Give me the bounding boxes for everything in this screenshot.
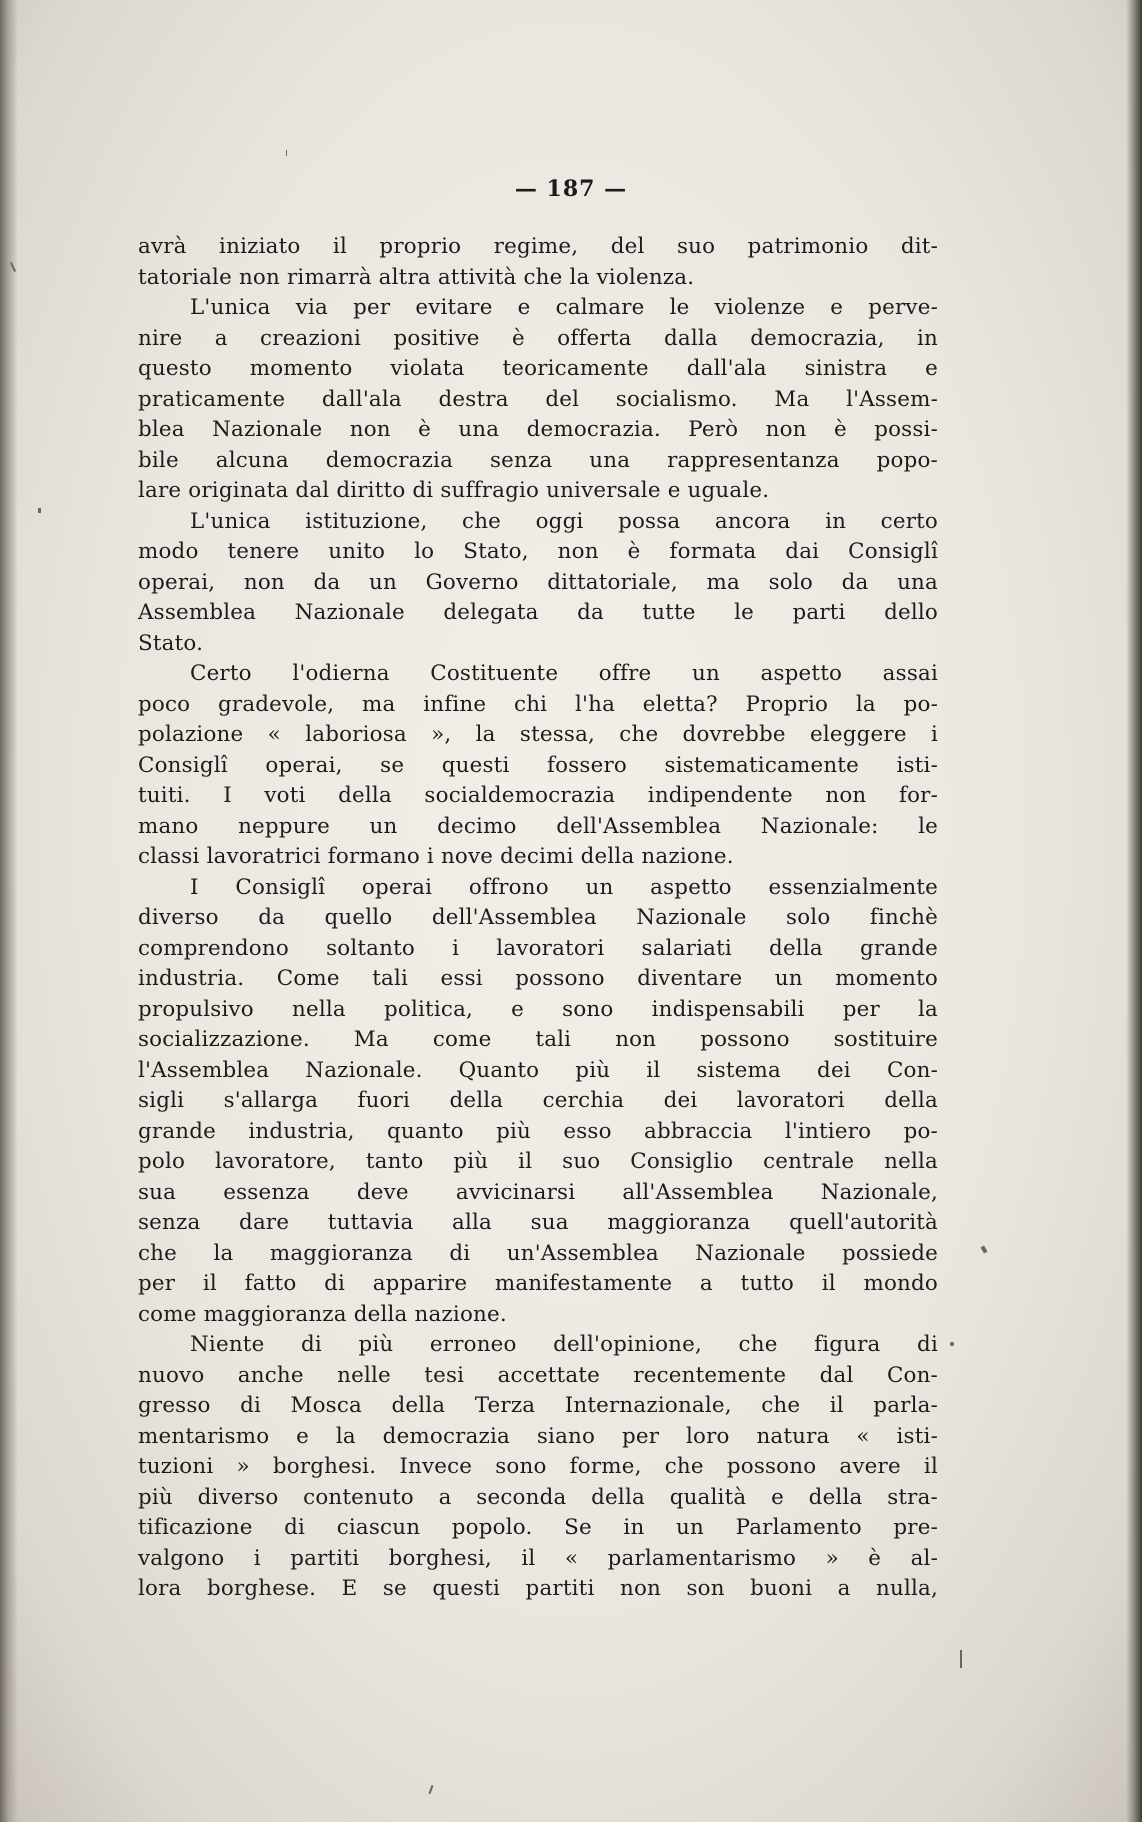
text-line: praticamente dall'ala destra del socialismo. Ma l'Assem-	[138, 386, 938, 412]
page-number: — 187 —	[514, 176, 628, 202]
text-line: valgono i partiti borghesi, il « parlamentarismo » è al-	[138, 1545, 938, 1571]
text-line: polo lavoratore, tanto più il suo Consiglio centrale nella	[138, 1149, 938, 1174]
text-line: L'unica via per evitare e calmare le violenze e perve-	[190, 295, 938, 320]
text-line: Consiglî operai, se questi fossero sistematicamente isti-	[138, 752, 938, 778]
body-text	[138, 232, 938, 1605]
text-line: tuiti. I voti della socialdemocrazia indipendente non for-	[138, 783, 938, 808]
scan-speck	[38, 508, 41, 513]
text-line: Stato.	[138, 630, 204, 656]
text-line: poco gradevole, ma infine chi l'ha eletta? Proprio la po-	[138, 691, 938, 717]
text-line: I Consiglî operai offrono un aspetto essenzialmente	[190, 874, 938, 900]
text-line: industria. Come tali essi possono diventare un momento	[138, 966, 938, 991]
text-line: questo momento violata teoricamente dall'ala sinistra e	[138, 356, 938, 381]
text-line: propulsivo nella politica, e sono indispensabili per la	[138, 996, 938, 1022]
text-line: polazione « laboriosa », la stessa, che dovrebbe eleggere i	[138, 722, 938, 747]
text-line: l'Assemblea Nazionale. Quanto più il sistema dei Con-	[138, 1057, 938, 1083]
text-line: diverso da quello dell'Assemblea Nazionale solo finchè	[138, 905, 938, 930]
scan-speck	[950, 1342, 954, 1346]
text-line: più diverso contenuto a seconda della qualità e della stra-	[138, 1484, 938, 1510]
text-line: nire a creazioni positive è offerta dalla democrazia, in	[138, 325, 938, 351]
text-line: grande industria, quanto più esso abbraccia l'intiero po-	[138, 1118, 938, 1144]
page-left-edge-shadow	[0, 0, 18, 1822]
text-line: lora borghese. E se questi partiti non son buoni a nulla,	[138, 1576, 938, 1601]
text-line: sigli s'allarga fuori della cerchia dei lavoratori della	[138, 1088, 938, 1113]
text-line: tuzioni » borghesi. Invece sono forme, che possono avere il	[138, 1454, 938, 1479]
text-line: bile alcuna democrazia senza una rappresentanza popo-	[138, 447, 938, 473]
scan-speck	[286, 150, 287, 156]
text-line: come maggioranza della nazione.	[138, 1301, 507, 1327]
text-line: mano neppure un decimo dell'Assemblea Nazionale: le	[138, 813, 938, 839]
text-line: gresso di Mosca della Terza Internazionale, che il parla-	[138, 1393, 938, 1418]
text-line: Certo l'odierna Costituente offre un aspetto assai	[190, 661, 938, 686]
text-line: Assemblea Nazionale delegata da tutte le parti dello	[138, 600, 938, 625]
text-line: mentarismo e la democrazia siano per loro natura « isti-	[138, 1423, 938, 1449]
page-right-edge-shadow	[1126, 0, 1142, 1822]
text-line: blea Nazionale non è una democrazia. Però non è possi-	[138, 417, 938, 442]
text-line: classi lavoratrici formano i nove decimi della nazione.	[138, 844, 734, 869]
text-line: tatoriale non rimarrà altra attività che la violenza.	[138, 264, 695, 290]
text-line: Niente di più erroneo dell'opinione, che figura di	[190, 1332, 938, 1357]
text-line: modo tenere unito lo Stato, non è formata dai Consiglî	[138, 539, 938, 564]
text-line: lare originata dal diritto di suffragio universale e uguale.	[138, 478, 770, 503]
text-line: per il fatto di apparire manifestamente a tutto il mondo	[138, 1271, 938, 1296]
text-line: socializzazione. Ma come tali non possono sostituire	[138, 1027, 938, 1052]
text-line: nuovo anche nelle tesi accettate recentemente dal Con-	[138, 1362, 938, 1388]
text-line: L'unica istituzione, che oggi possa ancora in certo	[190, 508, 938, 534]
text-line: operai, non da un Governo dittatoriale, ma solo da una	[138, 569, 938, 595]
scan-speck	[981, 1245, 988, 1253]
text-line: tificazione di ciascun popolo. Se in un Parlamento pre-	[138, 1515, 938, 1540]
text-line: avrà iniziato il proprio regime, del suo patrimonio dit-	[138, 234, 938, 259]
text-line: sua essenza deve avvicinarsi all'Assemblea Nazionale,	[138, 1179, 938, 1205]
text-line: senza dare tuttavia alla sua maggioranza quell'autorità	[138, 1210, 938, 1235]
scan-speck	[429, 1785, 434, 1794]
text-line: che la maggioranza di un'Assemblea Nazionale possiede	[138, 1240, 938, 1266]
text-line: comprendono soltanto i lavoratori salariati della grande	[138, 935, 938, 961]
scan-speck	[960, 1650, 962, 1668]
